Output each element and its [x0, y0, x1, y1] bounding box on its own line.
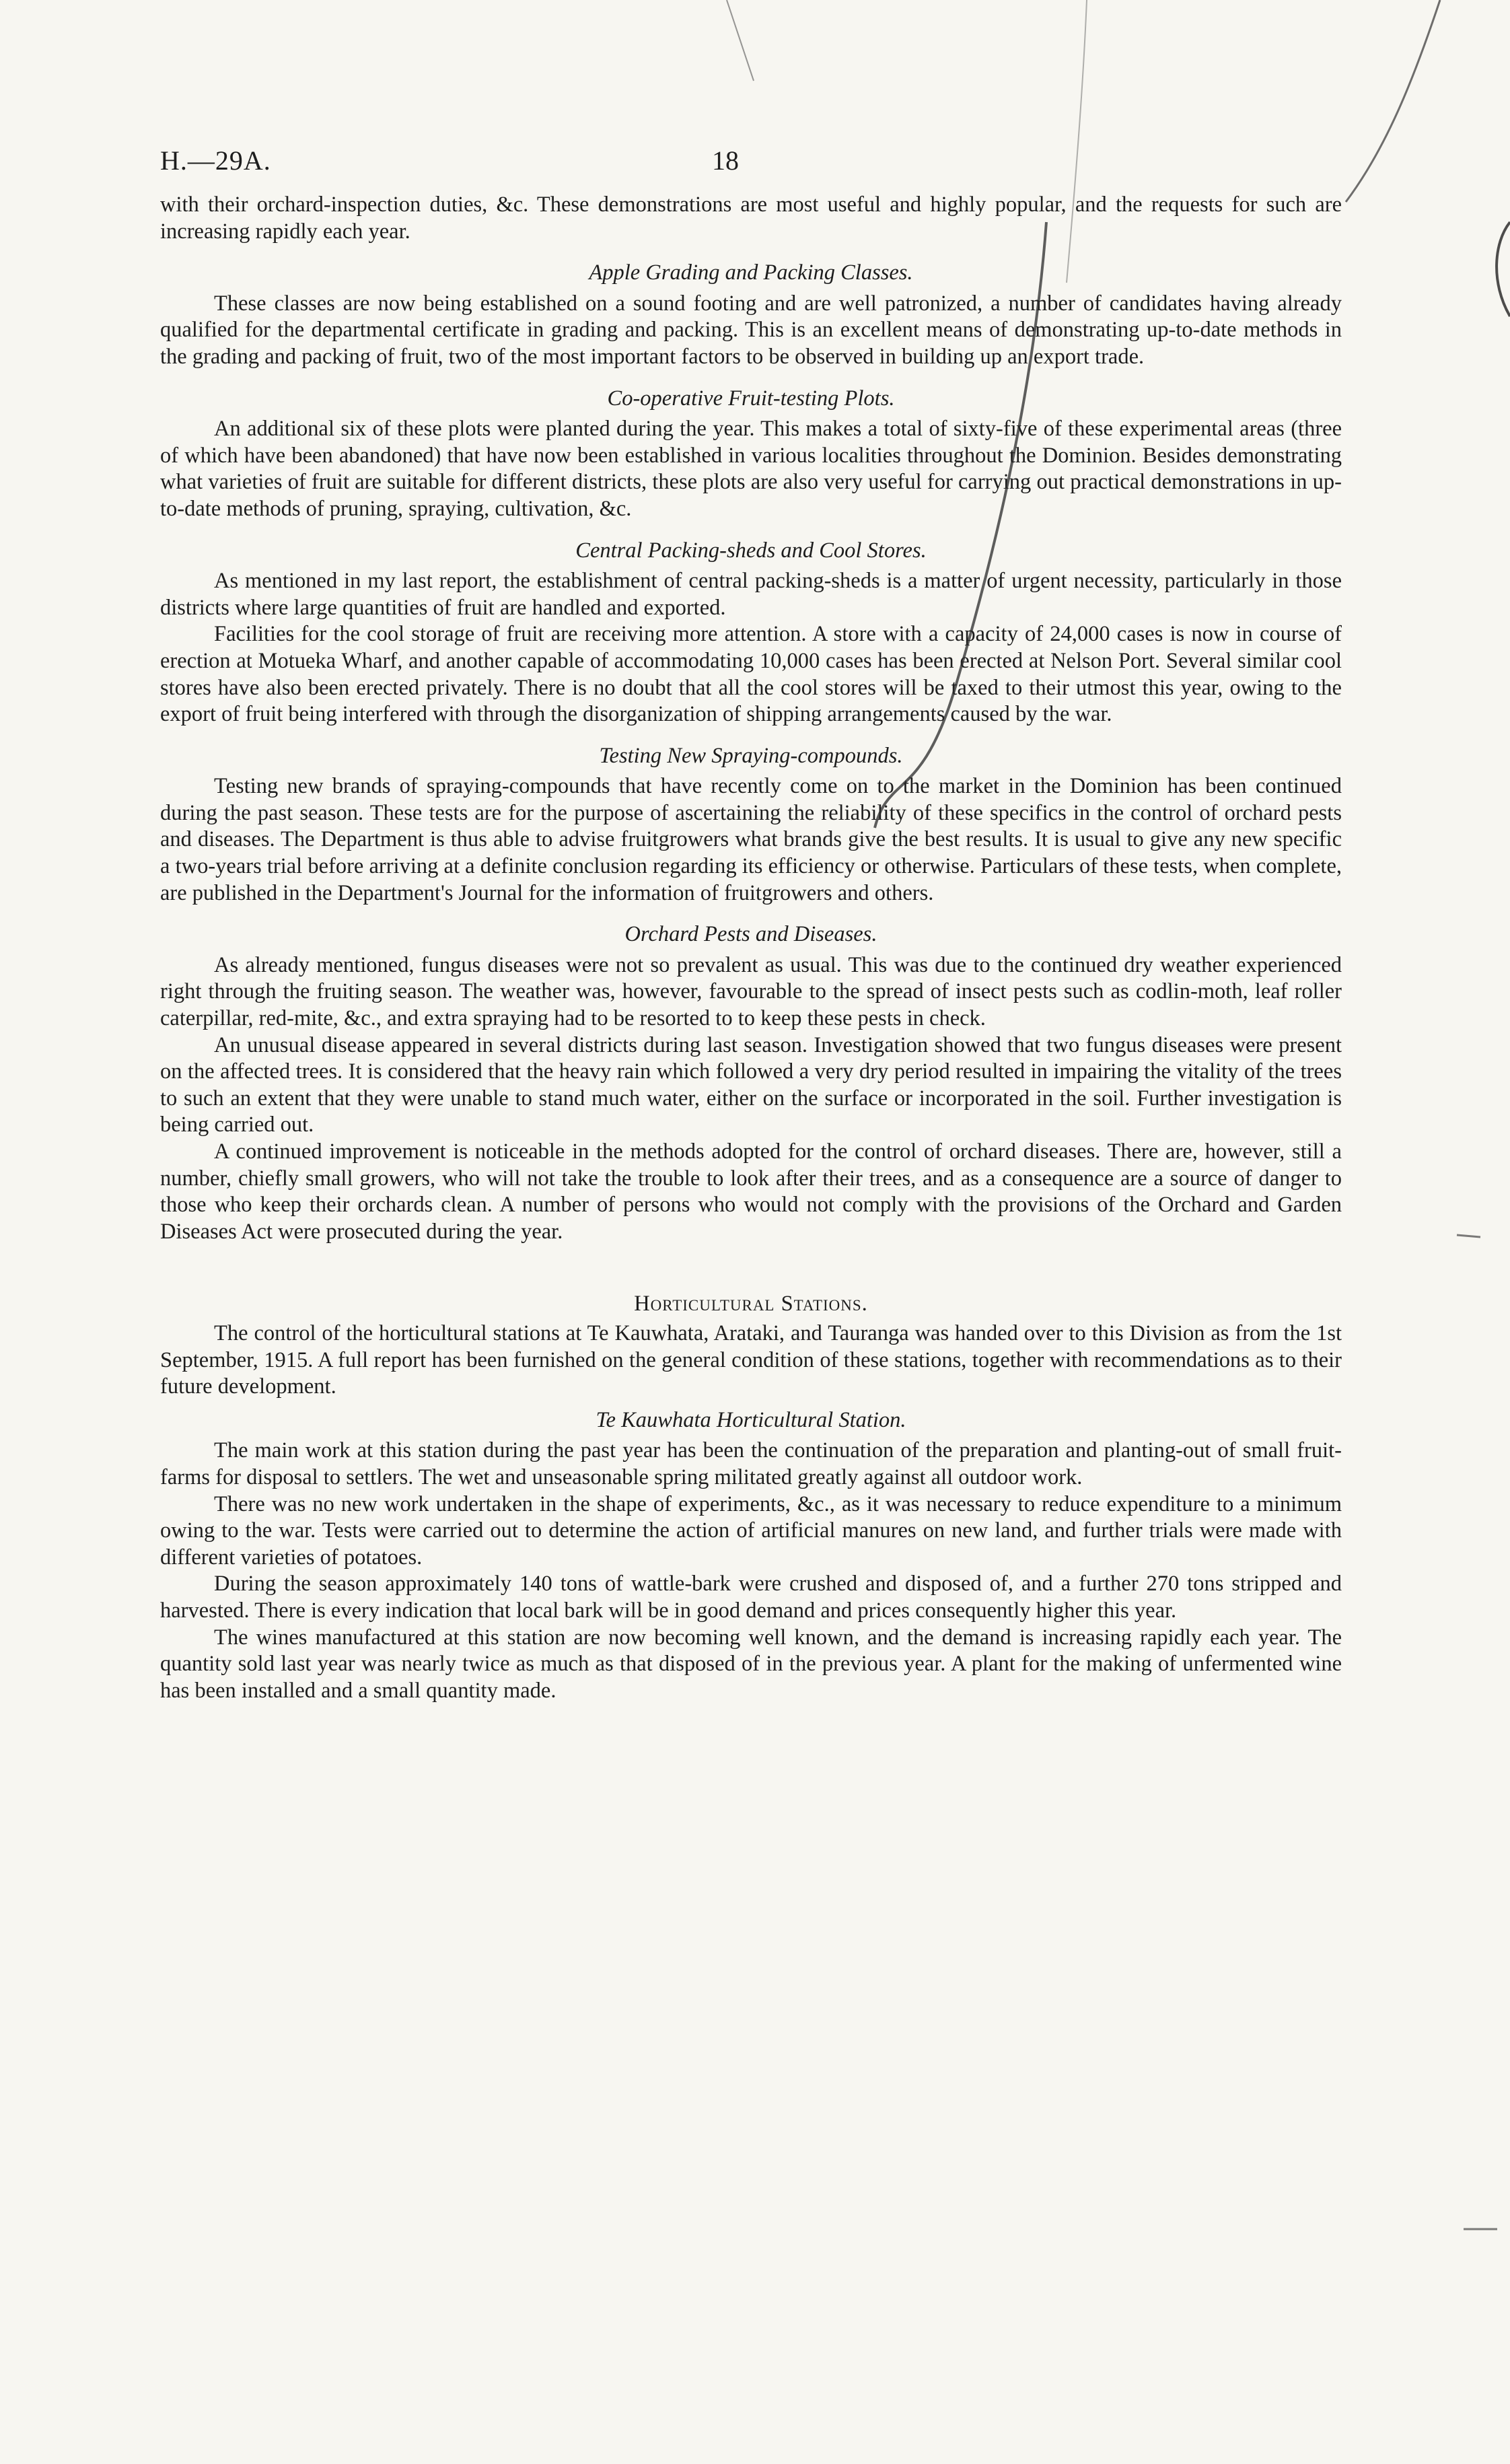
paragraph: These classes are now being established on a sound footing and are well patronized, a number of candidates having already qualified for the departmental certificate in grading and packing. This is an excellent means of demonstrating up-to-date methods in the grading and packing of fruit, two of the most important factors to be observed in building up an export trade. [160, 291, 1342, 369]
section-spraying-compounds [160, 743, 1342, 907]
station-heading: Te Kauwhata Horticultural Station. [596, 1407, 906, 1432]
paragraph: During the season approximately 140 tons of wattle-bark were crushed and disposed of, and a further 270 tons stripped and harvested. There is every indication that local bark will be in good demand and prices consequently higher this year. [160, 1572, 1342, 1623]
section-apple-grading [160, 260, 1342, 370]
document-reference: H.—29A. [160, 145, 271, 176]
paragraph: As mentioned in my last report, the establishment of central packing-sheds is a matter of urgent necessity, particularly in those districts where large quantities of fruit are handled and exported. [160, 569, 1342, 620]
continuation-paragraph: with their orchard-inspection duties, &c. These demonstrations are most useful and highly popular, and the requests for such are increasing rapidly each year. [160, 192, 1342, 244]
document-page [160, 145, 1342, 1704]
section-fruit-testing-plots [160, 386, 1342, 523]
section-heading: Central Packing-sheds and Cool Stores. [575, 538, 927, 563]
paragraph: Facilities for the cool storage of fruit are receiving more attention. A store with a capacity of 24,000 cases is now in course of erection at Motueka Wharf, and another capable of accommodating 10,000 cases has been erected at Nelson Port. Several similar cool stores have also been erected privately. There is no doubt that all the cool stores will be taxed to their utmost this year, owing to the export of fruit being interfered with through the disorganization of shipping arrangements caused by the war. [160, 622, 1342, 727]
paragraph: Testing new brands of spraying-compounds that have recently come on to the market in the Dominion has been continued during the past season. These tests are for the purpose of ascertaining the reliability of these specifics in the control of orchard pests and diseases. The Department is thus able to advise fruitgrowers what brands give the best results. It is usual to give any new specific a two-years trial before arriving at a definite conclusion regarding its efficiency or otherwise. Particulars of these tests, when complete, are published in the Department's Journal for the information of fruitgrowers and others. [160, 774, 1342, 905]
document-body [160, 192, 1342, 1704]
section-orchard-pests [160, 921, 1342, 1245]
section-heading: Testing New Spraying-compounds. [599, 743, 903, 768]
paragraph: As already mentioned, fungus diseases were not so prevalent as usual. This was due to the continued dry weather experienced right through the fruiting season. The weather was, however, favourable to the spread of insect pests such as codlin-moth, leaf roller caterpillar, red-mite, &c., and extra spraying had to be resorted to to keep these pests in check. [160, 952, 1342, 1031]
paragraph: An additional six of these plots were planted during the year. This makes a total of sixty-five of these experimental areas (three of which have been abandoned) that have now been established in various localities throughout the Dominion. Besides demonstrating what varieties of fruit are suitable for different districts, these plots are also very useful for carrying out practical demonstrations in up-to-date methods of pruning, spraying, cultivation, &c. [160, 417, 1342, 521]
section-heading: Orchard Pests and Diseases. [624, 922, 877, 947]
page-number: 18 [712, 145, 739, 176]
section-packing-sheds [160, 538, 1342, 728]
paragraph: The control of the horticultural stations at Te Kauwhata, Arataki, and Tauranga was handed over to this Division as from the 1st September, 1915. A full report has been furnished on the general condition of these stations, together with recommendations as to their future development. [160, 1321, 1342, 1399]
section-heading: Apple Grading and Packing Classes. [589, 260, 913, 285]
paragraph: There was no new work undertaken in the shape of experiments, &c., as it was necessary to reduce expenditure to a minimum owing to the war. Tests were carried out to determine the action of artificial manures on new land, and further trials were made with different varieties of potatoes. [160, 1491, 1342, 1570]
page-header [160, 145, 1342, 192]
section-horticultural-stations [160, 1291, 1342, 1704]
paragraph: A continued improvement is noticeable in the methods adopted for the control of orchard diseases. There are, however, still a number, chiefly small growers, who will not take the trouble to look after their trees, and as a consequence are a source of danger to those who keep their orchards clean. A number of persons who would not comply with the provisions of the Orchard and Garden Diseases Act were prosecuted during the year. [160, 1139, 1342, 1244]
paragraph: The main work at this station during the past year has been the continuation of the preparation and planting-out of small fruit-farms for disposal to settlers. The wet and unseasonable spring militated greatly against all outdoor work. [160, 1438, 1342, 1489]
paragraph: An unusual disease appeared in several districts during last season. Investigation showed that two fungus diseases were present on the affected trees. It is considered that the heavy rain which followed a very dry period resulted in impairing the vitality of the trees to such an extent that they were unable to stand much water, either on the surface or incorporated in the soil. Further investigation is being carried out. [160, 1032, 1342, 1137]
paragraph: The wines manufactured at this station are now becoming well known, and the demand is increasing rapidly each year. The quantity sold last year was nearly twice as much as that disposed of in the previous year. A plant for the making of unfermented wine has been installed and a small quantity made. [160, 1625, 1342, 1703]
main-section-heading: Horticultural Stations. [634, 1292, 868, 1316]
section-heading: Co-operative Fruit-testing Plots. [607, 386, 895, 411]
